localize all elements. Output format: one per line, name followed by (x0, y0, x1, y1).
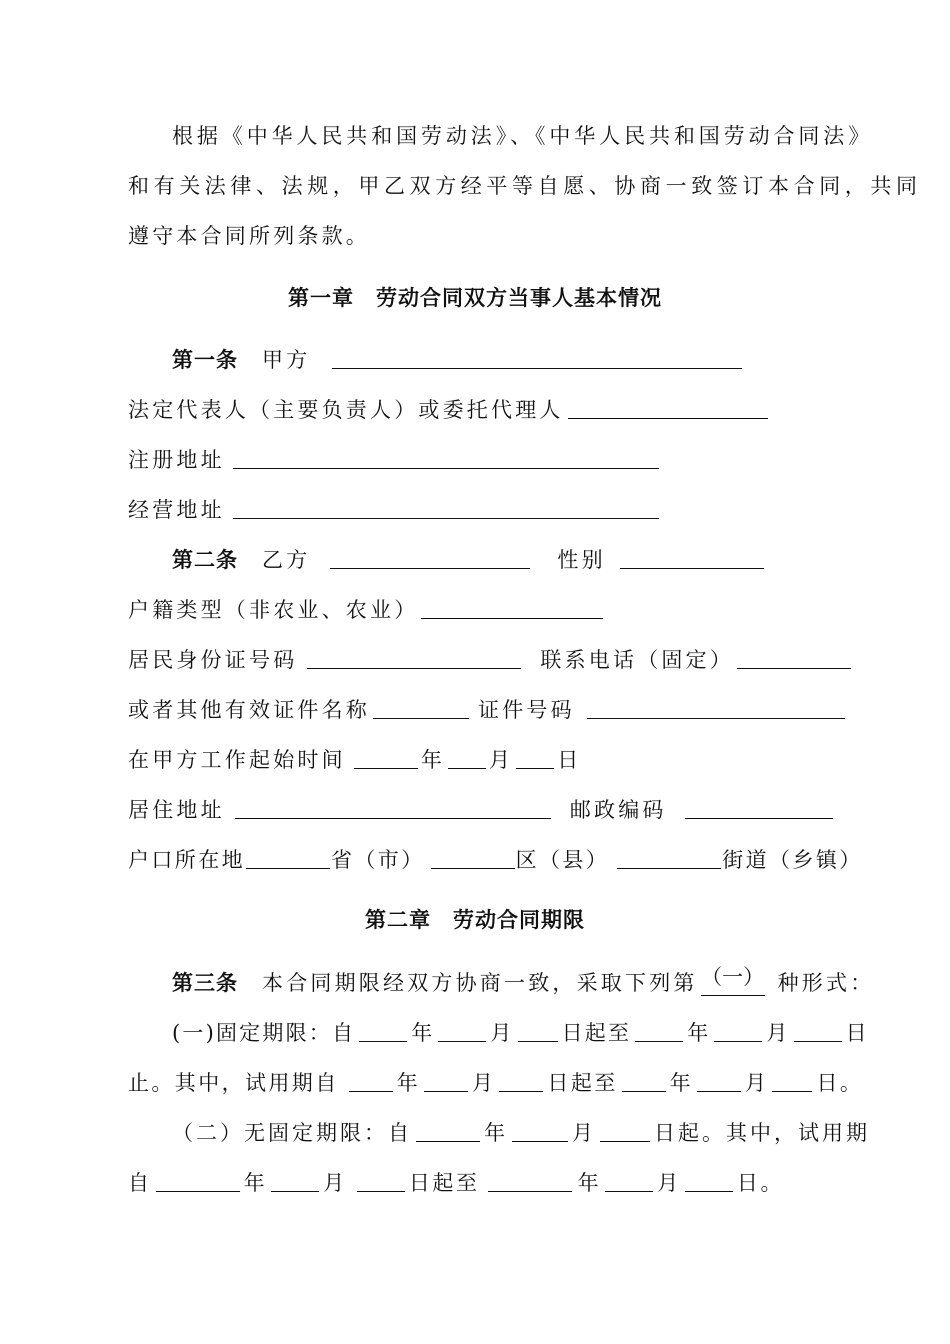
open-from-month[interactable] (512, 1113, 568, 1142)
start-month-field[interactable] (448, 740, 486, 769)
residence-field[interactable] (235, 790, 551, 819)
province-field[interactable] (246, 840, 330, 869)
gender-label: 性别 (557, 548, 606, 572)
other-cert-field[interactable] (373, 690, 469, 719)
fixed-term-label: (一)固定期限：自 (172, 1021, 356, 1045)
probation2-from-day[interactable] (357, 1163, 405, 1192)
probation2-day-end: 日。 (736, 1171, 785, 1195)
chapter-2-heading: 第二章 劳动合同期限 (365, 908, 585, 932)
year-label: 年 (420, 748, 446, 772)
probation2-month-2: 月 (657, 1171, 681, 1195)
residence-label: 居住地址 (128, 798, 225, 822)
open-mid-text: 日起。其中，试用期 (654, 1121, 870, 1145)
party-b-label: 乙方 (262, 548, 311, 572)
legal-rep-label: 法定代表人（主要负责人）或委托代理人 (128, 398, 564, 422)
article-3-label: 第三条 (172, 971, 238, 995)
id-row (128, 640, 828, 680)
postcode-field[interactable] (685, 790, 833, 819)
phone-label: 联系电话（固定） (540, 648, 735, 672)
fixed-month-1: 月 (490, 1021, 514, 1045)
probation2-year-1: 年 (243, 1171, 268, 1195)
probation2-from-month[interactable] (271, 1163, 319, 1192)
street-label: 街道（乡镇） (722, 848, 863, 872)
probation2-from-to: 日起至 (408, 1171, 480, 1195)
biz-address-row (128, 490, 828, 530)
day-label: 日 (557, 748, 582, 772)
district-field[interactable] (431, 840, 515, 869)
id-number-field[interactable] (307, 640, 521, 669)
probation-row-1 (128, 1063, 864, 1103)
probation-from-year[interactable] (349, 1063, 393, 1092)
article-2-row (172, 540, 872, 580)
hukou-type-row (128, 590, 828, 630)
fixed-from-to: 日起至 (561, 1021, 632, 1045)
probation-year-2: 年 (669, 1071, 694, 1095)
open-term-label: （二）无固定期限：自 (172, 1121, 412, 1145)
probation-row-2 (128, 1163, 828, 1203)
district-label: 区（县） (515, 848, 610, 872)
fixed-day-2: 日 (845, 1021, 869, 1045)
probation-from-month[interactable] (424, 1063, 468, 1092)
self-label: 自 (128, 1171, 152, 1195)
fixed-to-month[interactable] (714, 1013, 762, 1042)
intro-line-2: 和有关法律、法规，甲乙双方经平等自愿、协商一致签订本合同，共同 (128, 174, 922, 198)
hukou-type-field[interactable] (421, 590, 603, 619)
fixed-term-row (172, 1013, 872, 1053)
article-2-label: 第二条 (172, 548, 238, 572)
fixed-year-2: 年 (687, 1021, 711, 1045)
fixed-month-2: 月 (766, 1021, 790, 1045)
reg-address-label: 注册地址 (128, 448, 225, 472)
article-1-row (172, 340, 872, 380)
open-month: 月 (572, 1121, 596, 1145)
probation2-year-2: 年 (577, 1171, 602, 1195)
intro-line-1: 根据《中华人民共和国劳动法》、《中华人民共和国劳动合同法》 (172, 124, 874, 148)
probation-to-year[interactable] (622, 1063, 666, 1092)
probation2-month-1: 月 (323, 1171, 347, 1195)
reg-address-field[interactable] (233, 440, 659, 469)
biz-address-label: 经营地址 (128, 498, 225, 522)
phone-field[interactable] (737, 640, 851, 669)
gender-field[interactable] (620, 540, 764, 569)
probation-from-to: 日起至 (547, 1071, 618, 1095)
open-from-day[interactable] (600, 1113, 650, 1142)
street-field[interactable] (617, 840, 721, 869)
biz-address-field[interactable] (233, 490, 659, 519)
probation2-to-month[interactable] (605, 1163, 653, 1192)
hukou-loc-label: 户口所在地 (128, 848, 245, 872)
hukou-location-row (128, 840, 863, 880)
party-a-label: 甲方 (262, 348, 311, 372)
start-time-label: 在甲方工作起始时间 (128, 748, 346, 772)
probation-stop-label: 止。其中，试用期自 (128, 1071, 339, 1095)
hukou-type-label: 户籍类型（非农业、农业） (128, 598, 419, 622)
reg-address-row (128, 440, 828, 480)
open-from-year[interactable] (416, 1113, 480, 1142)
probation-year-1: 年 (396, 1071, 421, 1095)
cert-number-field[interactable] (587, 690, 845, 719)
article-3-end: 种形式： (777, 971, 875, 995)
article-3-row (172, 963, 875, 1003)
other-cert-label: 或者其他有效证件名称 (128, 698, 370, 722)
party-b-field[interactable] (330, 540, 530, 569)
legal-rep-field[interactable] (568, 390, 768, 419)
cert-number-label: 证件号码 (478, 698, 575, 722)
chapter-1-heading: 第一章 劳动合同双方当事人基本情况 (288, 286, 662, 310)
probation-month-2: 月 (745, 1071, 769, 1095)
article-1-label: 第一条 (172, 348, 238, 372)
fixed-from-year[interactable] (359, 1013, 407, 1042)
postcode-label: 邮政编码 (569, 798, 667, 822)
start-year-field[interactable] (354, 740, 418, 769)
probation2-from-year[interactable] (156, 1163, 240, 1192)
article-3-text: 本合同期限经双方协商一致，采取下列第 (262, 971, 698, 995)
other-cert-row (128, 690, 828, 730)
probation-to-day[interactable] (772, 1063, 812, 1092)
legal-rep-row (128, 390, 828, 430)
open-year: 年 (484, 1121, 508, 1145)
start-time-row (128, 740, 828, 780)
id-number-label: 居民身份证号码 (128, 648, 298, 672)
probation-to-month[interactable] (697, 1063, 741, 1092)
residence-row (128, 790, 828, 830)
fixed-to-year[interactable] (635, 1013, 683, 1042)
probation2-to-year[interactable] (488, 1163, 572, 1192)
fixed-from-month[interactable] (438, 1013, 486, 1042)
fixed-from-day[interactable] (518, 1013, 558, 1042)
open-term-row (172, 1113, 872, 1153)
probation-from-day[interactable] (499, 1063, 543, 1092)
province-label: 省（市） (331, 848, 425, 872)
fixed-year-1: 年 (411, 1021, 435, 1045)
probation-day-end: 日。 (816, 1071, 864, 1095)
month-label: 月 (489, 748, 514, 772)
term-choice-field[interactable]: （一） (701, 963, 765, 996)
probation2-to-day[interactable] (685, 1163, 733, 1192)
start-day-field[interactable] (516, 740, 554, 769)
fixed-to-day[interactable] (794, 1013, 842, 1042)
probation-month-1: 月 (472, 1071, 496, 1095)
party-a-field[interactable] (332, 340, 742, 369)
intro-line-3: 遵守本合同所列条款。 (128, 224, 370, 248)
